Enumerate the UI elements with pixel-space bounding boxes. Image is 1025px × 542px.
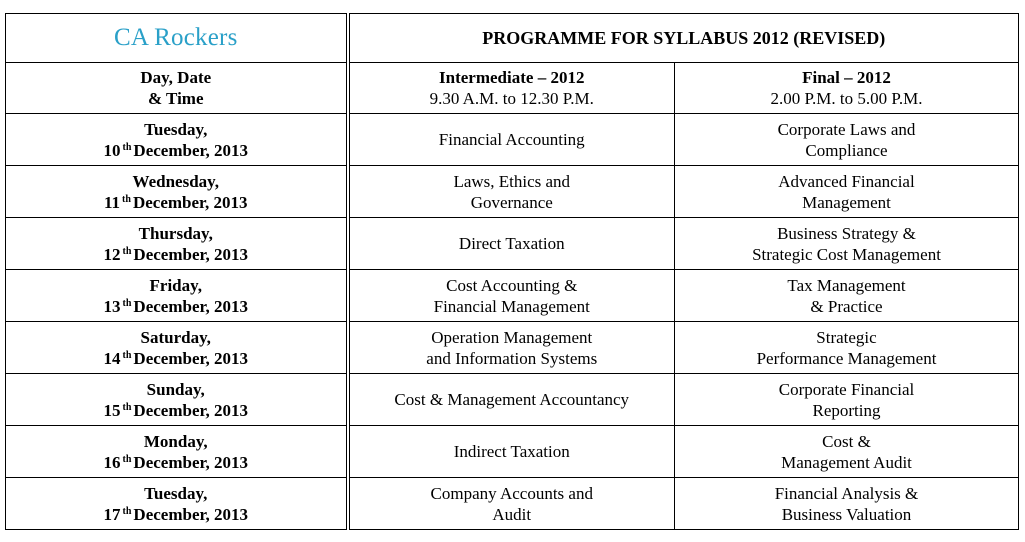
date-suffix: th xyxy=(122,245,132,257)
date-cell xyxy=(6,114,348,166)
table-row xyxy=(6,478,1019,530)
final-subject-cell xyxy=(675,322,1019,374)
programme-title-cell xyxy=(348,14,1019,63)
brand-cell xyxy=(6,14,348,63)
date-number: 10 xyxy=(103,140,121,160)
date-number: 14 xyxy=(103,348,121,368)
date-cell xyxy=(6,218,348,270)
date-number: 12 xyxy=(103,244,121,264)
date-month-year: December, 2013 xyxy=(133,244,248,264)
intermediate-subject-cell xyxy=(348,322,675,374)
table-row xyxy=(6,166,1019,218)
intermediate-subject-line1: Direct Taxation xyxy=(458,234,565,253)
date-cell xyxy=(6,478,348,530)
date-month-year: December, 2013 xyxy=(133,504,248,524)
final-subject-line2: Management xyxy=(802,192,891,212)
final-title: Final – 2012 xyxy=(802,68,891,87)
final-subject-cell xyxy=(675,218,1019,270)
date-month-year: December, 2013 xyxy=(133,348,248,368)
table-row xyxy=(6,114,1019,166)
final-subject-line1: Cost & xyxy=(822,431,871,451)
intermediate-subject-line2: Audit xyxy=(492,504,532,524)
date-suffix: th xyxy=(122,297,132,309)
final-subject-line1: Business Strategy & xyxy=(777,223,916,243)
intermediate-subject-cell xyxy=(348,270,675,322)
date-number: 16 xyxy=(103,452,121,472)
intermediate-subject-line1: Cost & Management Accountancy xyxy=(394,390,630,409)
final-subject-line1: Tax Management xyxy=(787,275,906,295)
intermediate-subject-line1: Indirect Taxation xyxy=(453,442,570,461)
date-month-year: December, 2013 xyxy=(133,400,248,420)
final-subject-line2: Business Valuation xyxy=(781,504,912,524)
table-row xyxy=(6,374,1019,426)
final-subject-line1: Corporate Laws and xyxy=(777,119,916,139)
date-cell xyxy=(6,426,348,478)
final-subject-cell xyxy=(675,426,1019,478)
intermediate-subject-line1: Financial Accounting xyxy=(438,130,585,149)
final-subject-line1: Corporate Financial xyxy=(778,379,915,399)
intermediate-subject-cell xyxy=(348,478,675,530)
table-row xyxy=(6,218,1019,270)
date-suffix: th xyxy=(122,349,132,361)
day-name: Friday, xyxy=(149,275,202,295)
header-intermediate xyxy=(348,63,675,114)
header-final xyxy=(675,63,1019,114)
day-name: Thursday, xyxy=(138,223,213,243)
table-row xyxy=(6,270,1019,322)
date-number: 15 xyxy=(103,400,121,420)
final-subject-line2: Performance Management xyxy=(756,348,937,368)
date-number: 11 xyxy=(103,192,121,212)
day-name: Tuesday, xyxy=(144,483,208,503)
date-number: 17 xyxy=(103,504,121,524)
final-subject-line2: Reporting xyxy=(812,400,881,420)
header-time: & Time xyxy=(147,89,204,108)
date-suffix: th xyxy=(122,141,132,153)
date-suffix: th xyxy=(122,193,131,205)
day-name: Tuesday, xyxy=(144,119,208,139)
day-name: Monday, xyxy=(143,431,208,451)
final-subject-line1: Strategic xyxy=(816,327,877,347)
intermediate-time: 9.30 A.M. to 12.30 P.M. xyxy=(429,89,594,108)
intermediate-subject-line1: Cost Accounting & xyxy=(446,275,578,295)
final-subject-cell xyxy=(675,166,1019,218)
intermediate-subject-cell xyxy=(348,114,675,166)
table-row xyxy=(6,322,1019,374)
intermediate-subject-cell xyxy=(348,426,675,478)
date-cell xyxy=(6,374,348,426)
final-time: 2.00 P.M. to 5.00 P.M. xyxy=(770,89,923,108)
intermediate-subject-cell xyxy=(348,374,675,426)
date-cell xyxy=(6,322,348,374)
intermediate-subject-line1: Laws, Ethics and xyxy=(453,171,571,191)
date-cell xyxy=(6,166,348,218)
final-subject-line2: & Practice xyxy=(810,296,883,316)
exam-schedule-table xyxy=(5,13,1019,530)
intermediate-subject-line1: Operation Management xyxy=(431,327,593,347)
final-subject-line2: Management Audit xyxy=(781,452,912,472)
header-day-date-time xyxy=(6,63,348,114)
date-number: 13 xyxy=(103,296,121,316)
date-month-year: December, 2013 xyxy=(132,192,248,212)
final-subject-cell xyxy=(675,270,1019,322)
final-subject-cell xyxy=(675,114,1019,166)
header-day-date: Day, Date xyxy=(140,68,212,87)
final-subject-line1: Advanced Financial xyxy=(778,171,915,191)
date-month-year: December, 2013 xyxy=(133,296,248,316)
date-suffix: th xyxy=(122,505,132,517)
intermediate-subject-line2: Financial Management xyxy=(433,296,590,316)
day-name: Saturday, xyxy=(140,327,211,347)
brand-name: CA Rockers xyxy=(113,23,238,51)
date-cell xyxy=(6,270,348,322)
final-subject-cell xyxy=(675,478,1019,530)
table-row xyxy=(6,426,1019,478)
final-subject-line1: Financial Analysis & xyxy=(774,483,919,503)
intermediate-subject-line2: and Information Systems xyxy=(426,348,598,368)
date-month-year: December, 2013 xyxy=(133,452,248,472)
intermediate-subject-line2: Governance xyxy=(470,192,553,212)
title-row xyxy=(6,14,1019,63)
intermediate-title: Intermediate – 2012 xyxy=(439,68,585,87)
intermediate-subject-line1: Company Accounts and xyxy=(430,483,593,503)
final-subject-line2: Compliance xyxy=(805,140,888,160)
programme-title: PROGRAMME FOR SYLLABUS 2012 (REVISED) xyxy=(482,27,886,48)
day-name: Wednesday, xyxy=(132,171,219,191)
intermediate-subject-cell xyxy=(348,218,675,270)
final-subject-cell xyxy=(675,374,1019,426)
day-name: Sunday, xyxy=(146,379,205,399)
header-row xyxy=(6,63,1019,114)
intermediate-subject-cell xyxy=(348,166,675,218)
date-suffix: th xyxy=(122,401,132,413)
final-subject-line2: Strategic Cost Management xyxy=(752,244,941,264)
date-suffix: th xyxy=(122,453,132,465)
date-month-year: December, 2013 xyxy=(133,140,248,160)
